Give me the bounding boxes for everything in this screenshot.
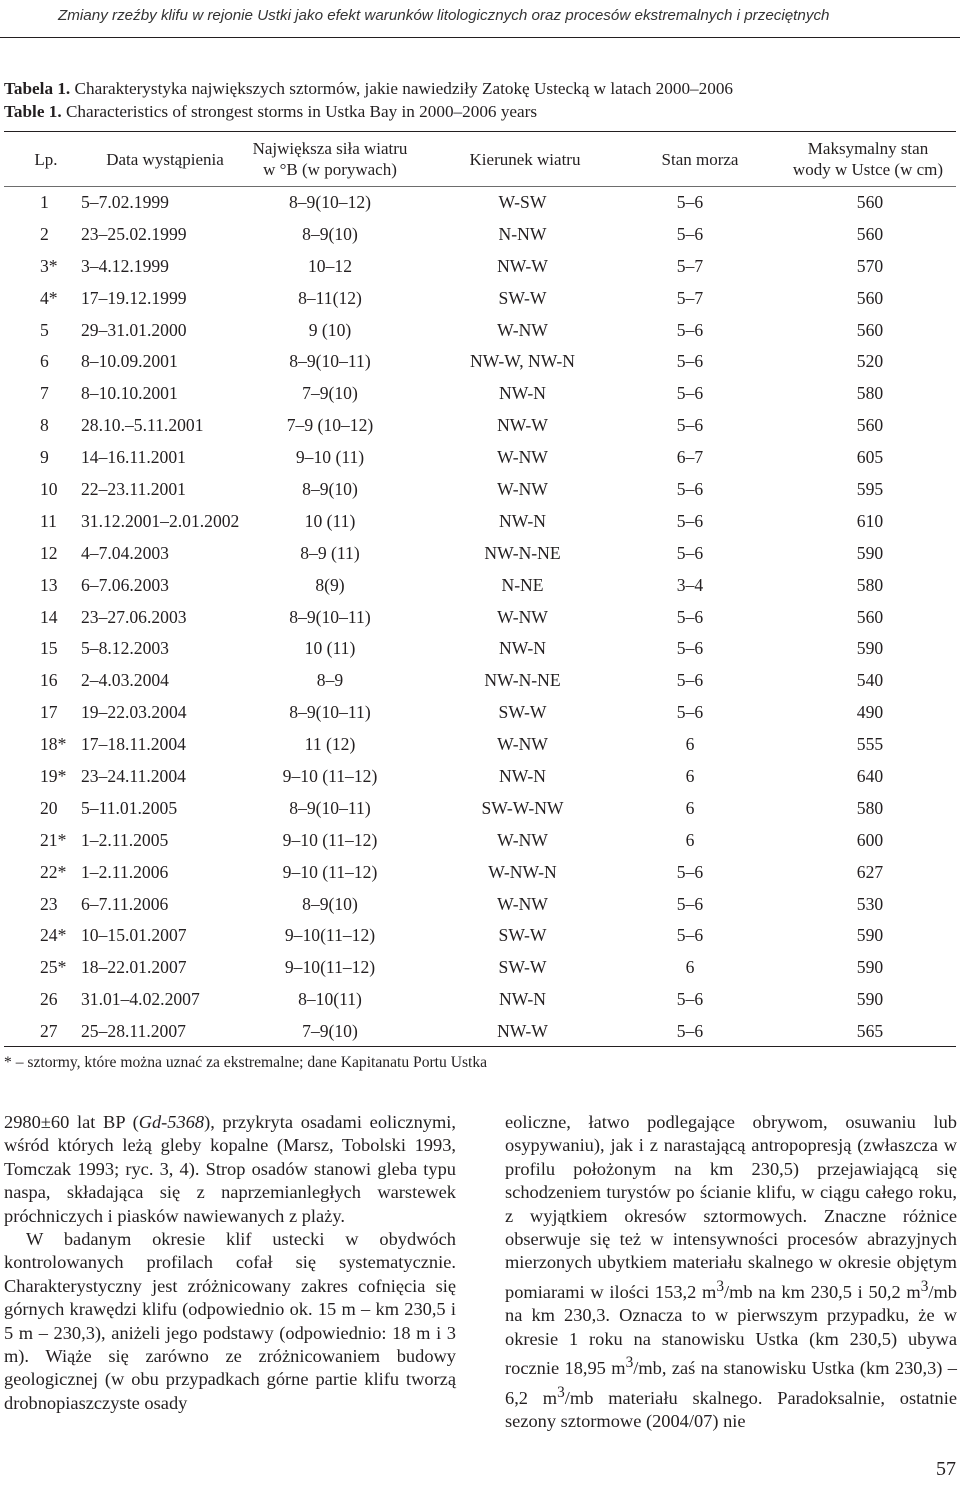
table-caption-pl	[4, 77, 733, 101]
table-row	[0, 538, 960, 570]
cell-lp: 21*	[40, 829, 67, 850]
cell-sea-state: 5–6	[676, 702, 704, 723]
cell-wind-force: 8–9(10)	[302, 223, 358, 244]
cell-wind-force: 7–9 (10–12)	[286, 415, 374, 436]
cell-date: 14–16.11.2001	[81, 447, 186, 468]
cell-max-water-level: 560	[856, 223, 884, 244]
header-wind-line1: Największa siła wiatru	[252, 139, 408, 158]
cell-wind-direction: NW-W	[497, 415, 548, 436]
table-caption-pl-text: Charakterystyka największych sztormów, jakie nawiedziły Zatokę Ustecką w latach 2000–2006	[74, 79, 734, 98]
cell-max-water-level: 560	[856, 319, 884, 340]
paragraph	[505, 1111, 957, 1434]
cell-wind-direction: SW-W	[498, 287, 547, 308]
cell-max-water-level: 490	[856, 702, 884, 723]
cell-date: 5–11.01.2005	[81, 797, 178, 818]
cell-sea-state: 5–6	[676, 510, 704, 531]
cell-wind-direction: W-NW	[497, 479, 548, 500]
cell-max-water-level: 560	[856, 192, 884, 212]
cell-lp: 24*	[40, 925, 67, 946]
cell-lp: 26	[40, 989, 58, 1010]
cell-sea-state: 5–6	[676, 989, 704, 1010]
cell-date: 31.01–4.02.2007	[81, 989, 200, 1010]
header-rule	[0, 37, 960, 38]
table-row	[0, 761, 960, 793]
table-row	[0, 825, 960, 857]
cell-wind-force: 8–9(10–11)	[289, 606, 371, 627]
table-row	[0, 729, 960, 761]
cell-sea-state: 5–6	[676, 670, 704, 691]
cell-date: 23–24.11.2004	[81, 766, 186, 787]
cell-max-water-level: 580	[856, 383, 884, 404]
cell-sea-state: 6–7	[676, 447, 704, 468]
cell-max-water-level: 570	[856, 255, 884, 276]
table-bottom-rule	[4, 1046, 956, 1047]
cell-wind-direction: NW-N	[499, 510, 546, 531]
cell-wind-direction: W-NW	[497, 606, 548, 627]
cell-max-water-level: 605	[856, 447, 884, 468]
table-row	[0, 633, 960, 665]
cell-lp: 22*	[40, 861, 67, 882]
cell-date: 1–2.11.2006	[81, 861, 169, 882]
cell-wind-force: 9–10 (11–12)	[282, 861, 378, 882]
cell-lp: 10	[40, 479, 58, 500]
table-body	[0, 187, 960, 1048]
cell-wind-direction: W-NW	[497, 734, 548, 755]
text-run: /mb, zaś na stanowisku Ustka (km 230,3) – 6,2 m	[505, 1358, 957, 1408]
cell-date: 6–7.11.2006	[81, 893, 169, 914]
text-run: /mb na km 230,5 i 50,2 m	[724, 1281, 921, 1302]
header-max-line2: wody w Ustce (w cm)	[792, 160, 944, 179]
table-top-rule	[4, 131, 956, 132]
cell-max-water-level: 640	[856, 766, 884, 787]
table-row	[0, 1016, 960, 1048]
superscript: 3	[557, 1383, 565, 1401]
cell-lp: 18*	[40, 734, 67, 755]
cell-wind-direction: SW-W	[498, 925, 547, 946]
text-run: 2980±60 lat BP (	[4, 1112, 139, 1132]
header-max-line1: Maksymalny stan	[807, 139, 929, 158]
superscript: 3	[625, 1354, 634, 1372]
cell-date: 23–27.06.2003	[81, 606, 187, 627]
table-row	[0, 952, 960, 984]
cell-date: 19–22.03.2004	[81, 702, 187, 723]
table-row	[0, 474, 960, 506]
table-row	[0, 346, 960, 378]
cell-sea-state: 3–4	[676, 574, 704, 595]
cell-lp: 3*	[40, 255, 58, 276]
cell-wind-force: 9–10 (11)	[295, 447, 365, 468]
cell-lp: 16	[40, 670, 58, 691]
cell-sea-state: 5–6	[676, 415, 704, 436]
cell-sea-state: 5–6	[676, 542, 704, 563]
cell-wind-force: 9–10(11–12)	[284, 957, 376, 978]
cell-max-water-level: 610	[856, 510, 884, 531]
cell-sea-state: 6	[685, 957, 695, 978]
cell-lp: 4*	[40, 287, 58, 308]
superscript: 3	[920, 1277, 929, 1295]
cell-wind-direction: NW-W	[497, 1021, 548, 1042]
table-row	[0, 442, 960, 474]
table-row	[0, 378, 960, 410]
cell-date: 23–25.02.1999	[81, 223, 187, 244]
cell-lp: 5	[40, 319, 49, 340]
cell-sea-state: 6	[685, 734, 695, 755]
cell-sea-state: 5–6	[676, 223, 704, 244]
cell-sea-state: 5–6	[676, 383, 704, 404]
cell-max-water-level: 590	[856, 925, 884, 946]
cell-max-water-level: 590	[856, 957, 884, 978]
cell-date: 31.12.2001–2.01.2002	[81, 510, 240, 531]
cell-lp: 23	[40, 893, 58, 914]
table-row	[0, 315, 960, 347]
cell-wind-direction: N-NW	[498, 223, 547, 244]
table-caption-en	[4, 100, 537, 124]
cell-lp: 6	[40, 351, 49, 372]
table-caption-en-label: Table 1.	[4, 102, 62, 121]
cell-wind-force: 7–9(10)	[302, 383, 358, 404]
cell-sea-state: 5–6	[676, 606, 704, 627]
header-max-water-level	[770, 138, 960, 180]
cell-wind-force: 8–9(10–12)	[288, 192, 372, 212]
cell-sea-state: 6	[685, 829, 695, 850]
paragraph: W badanym okresie klif ustecki w obydwóch kontrolowanych profilach cofał się systematycznie. Charakterystyczny jest zróżnicowany zakres cofnięcia się górnych krawędzi klifu (odpowiednio ok. 15 m – km 230,5 i 5 m – 230,3), aniżeli jego podstawy (odpowiednio: 18 m i 3 m). Wiąże się zarówno ze zróżnicowaniem budowy geologicznej (w obu przypadkach górne partie klifu tworzą drobnopiaszczyste osady	[4, 1229, 456, 1413]
cell-sea-state: 5–6	[676, 638, 704, 659]
text-run: /mb na km 230,3. Oznacza to w pierwszym przypadku, że w okresie 1 roku na stanowisku Ustka (km 230,5) ubywa rocznie 18,95 m	[505, 1281, 958, 1379]
cell-date: 17–18.11.2004	[81, 734, 186, 755]
cell-wind-force: 8–9(10)	[302, 479, 358, 500]
cell-lp: 1	[40, 192, 49, 212]
cell-wind-force: 11 (12)	[304, 734, 356, 755]
table-caption-en-text: Characteristics of strongest storms in Ustka Bay in 2000–2006 years	[65, 102, 538, 121]
cell-wind-force: 8–9 (11)	[300, 542, 360, 563]
cell-max-water-level: 580	[856, 797, 884, 818]
cell-max-water-level: 560	[856, 606, 884, 627]
table-row	[0, 793, 960, 825]
cell-wind-direction: W-NW	[497, 893, 548, 914]
running-head: Zmiany rzeźby klifu w rejonie Ustki jako efekt warunków litologicznych oraz procesów ekstremalnych i przeciętnych	[58, 7, 830, 24]
body-column-right	[505, 1111, 957, 1434]
cell-max-water-level: 560	[856, 415, 884, 436]
cell-lp: 12	[40, 542, 58, 563]
superscript: 3	[716, 1277, 724, 1295]
cell-wind-direction: SW-W-NW	[481, 797, 564, 818]
cell-lp: 9	[40, 447, 49, 468]
text-run: /mb materiału skalnego. Paradoksalnie, ostatnie sezony sztormowe (2004/07) nie	[505, 1387, 957, 1432]
cell-wind-direction: W-SW	[498, 192, 547, 212]
cell-date: 18–22.01.2007	[81, 957, 187, 978]
table-row	[0, 665, 960, 697]
header-date: Data wystąpienia	[106, 150, 224, 169]
cell-wind-direction: NW-W, NW-N	[470, 351, 575, 372]
header-wind-force	[240, 138, 420, 180]
cell-max-water-level: 627	[856, 861, 884, 882]
cell-lp: 7	[40, 383, 49, 404]
cell-wind-force: 8–9(10–11)	[289, 797, 371, 818]
cell-wind-direction: N-NE	[501, 574, 544, 595]
cell-wind-force: 8–10(11)	[298, 989, 362, 1010]
cell-sea-state: 5–6	[676, 351, 704, 372]
cell-wind-force: 9–10(11–12)	[284, 925, 376, 946]
cell-wind-force: 8–11(12)	[298, 287, 362, 308]
cell-wind-force: 8–9(10–11)	[289, 351, 371, 372]
cell-date: 8–10.10.2001	[81, 383, 178, 404]
cell-sea-state: 5–6	[676, 1021, 704, 1042]
cell-wind-force: 9–10 (11–12)	[282, 766, 378, 787]
table-footnote: * – sztormy, które można uznać za ekstremalne; dane Kapitanatu Portu Ustka	[4, 1054, 488, 1071]
cell-wind-direction: NW-N-NE	[484, 542, 561, 563]
cell-lp: 15	[40, 638, 58, 659]
cell-wind-force: 8–9(10–11)	[289, 702, 371, 723]
cell-sea-state: 6	[685, 797, 695, 818]
cell-lp: 2	[40, 223, 49, 244]
header-lp: Lp.	[34, 150, 58, 169]
cell-wind-force: 7–9(10)	[302, 1021, 358, 1042]
cell-max-water-level: 540	[856, 670, 884, 691]
cell-wind-direction: W-NW	[497, 319, 548, 340]
cell-max-water-level: 595	[856, 479, 884, 500]
cell-date: 22–23.11.2001	[81, 479, 186, 500]
cell-sea-state: 5–6	[676, 893, 704, 914]
cell-lp: 14	[40, 606, 58, 627]
cell-date: 10–15.01.2007	[81, 925, 187, 946]
cell-wind-direction: NW-N-NE	[484, 670, 561, 691]
cell-wind-force: 10–12	[308, 255, 352, 276]
cell-sea-state: 5–6	[676, 925, 704, 946]
header-sea-state: Stan morza	[661, 150, 739, 169]
cell-date: 3–4.12.1999	[81, 255, 169, 276]
cell-max-water-level: 580	[856, 574, 884, 595]
cell-date: 8–10.09.2001	[81, 351, 178, 372]
cell-sea-state: 5–7	[676, 287, 704, 308]
cell-wind-direction: W-NW	[497, 447, 548, 468]
cell-wind-direction: W-NW-N	[488, 861, 557, 882]
cell-max-water-level: 600	[856, 829, 884, 850]
cell-sea-state: 5–6	[676, 479, 704, 500]
cell-lp: 8	[40, 415, 49, 436]
cell-max-water-level: 560	[856, 287, 884, 308]
table-row	[0, 857, 960, 889]
cell-lp: 20	[40, 797, 58, 818]
table-row	[0, 410, 960, 442]
cell-wind-direction: NW-W	[497, 255, 548, 276]
cell-sea-state: 6	[685, 766, 695, 787]
table-row	[0, 889, 960, 921]
table-caption-pl-label: Tabela 1.	[4, 79, 71, 98]
table-row	[0, 920, 960, 952]
cell-date: 6–7.06.2003	[81, 574, 169, 595]
cell-wind-force: 10 (11)	[304, 510, 356, 531]
cell-max-water-level: 520	[856, 351, 884, 372]
cell-date: 2–4.03.2004	[81, 670, 169, 691]
header-wind-line2: w °B (w porywach)	[263, 160, 397, 179]
table-row	[0, 251, 960, 283]
cell-lp: 11	[40, 510, 57, 531]
cell-max-water-level: 590	[856, 638, 884, 659]
header-wind-direction: Kierunek wiatru	[469, 150, 581, 169]
cell-date: 4–7.04.2003	[81, 542, 169, 563]
table-row	[0, 570, 960, 602]
cell-lp: 19*	[40, 766, 67, 787]
cell-date: 5–7.02.1999	[81, 192, 169, 212]
body-column-left	[4, 1111, 456, 1415]
cell-wind-force: 8–9	[316, 670, 344, 691]
cell-date: 29–31.01.2000	[81, 319, 187, 340]
table-row	[0, 219, 960, 251]
cell-lp: 27	[40, 1021, 58, 1042]
cell-max-water-level: 555	[856, 734, 884, 755]
table-row	[0, 602, 960, 634]
cell-date: 5–8.12.2003	[81, 638, 169, 659]
cell-date: 1–2.11.2005	[81, 829, 169, 850]
sample-code: Gd-5368	[138, 1112, 205, 1132]
paragraph	[4, 1111, 456, 1228]
table-row	[0, 984, 960, 1016]
cell-wind-direction: NW-N	[499, 638, 546, 659]
table-row	[0, 283, 960, 315]
cell-max-water-level: 565	[856, 1021, 884, 1042]
cell-wind-direction: NW-N	[499, 383, 546, 404]
cell-sea-state: 5–6	[676, 319, 704, 340]
cell-date: 28.10.–5.11.2001	[81, 415, 204, 436]
cell-wind-force: 10 (11)	[304, 638, 356, 659]
cell-lp: 13	[40, 574, 58, 595]
cell-max-water-level: 590	[856, 542, 884, 563]
cell-sea-state: 5–6	[676, 192, 704, 212]
cell-wind-direction: SW-W	[498, 957, 547, 978]
cell-max-water-level: 530	[856, 893, 884, 914]
cell-max-water-level: 590	[856, 989, 884, 1010]
page-number: 57	[936, 1458, 956, 1480]
cell-date: 17–19.12.1999	[81, 287, 187, 308]
cell-lp: 25*	[40, 957, 67, 978]
cell-lp: 17	[40, 702, 58, 723]
cell-wind-force: 8(9)	[315, 574, 345, 595]
cell-wind-direction: NW-N	[499, 989, 546, 1010]
cell-wind-force: 8–9(10)	[302, 893, 358, 914]
table-row	[0, 506, 960, 538]
cell-sea-state: 5–6	[676, 861, 704, 882]
cell-wind-direction: SW-W	[498, 702, 547, 723]
cell-wind-direction: NW-N	[499, 766, 546, 787]
table-row	[0, 187, 960, 219]
cell-wind-force: 9–10 (11–12)	[282, 829, 378, 850]
table-row	[0, 697, 960, 729]
text-run: eoliczne, łatwo podlegające obrywom, osuwaniu lub osypywaniu), jak i z narastającą antropopresją (zwłaszcza w profilu położonym na km 230,5) przejawiającą się schodzeniem turystów po ścianie klifu, w ciągu całego roku, z wyjątkiem okresów sztormowych. Znaczne różnice obserwuje się też w intensywności procesów abrazyjnych mierzonych ubytkiem materiału skalnego w okresie objętym pomiarami w ilości 153,2 m	[505, 1112, 957, 1302]
text-run: ), przykryta osadami eolicznymi, wśród których leżą gleby kopalne (Marsz, Tobolski 1993, Tomczak 1993; ryc. 3, 4). Strop osadów stanowi gleba typu naspa, składająca się z naprzemianległych warstewek próchniczych i piasków nawiewanych z plaży.	[4, 1112, 456, 1226]
cell-sea-state: 5–7	[676, 255, 704, 276]
cell-wind-force: 9 (10)	[308, 319, 352, 340]
cell-wind-direction: W-NW	[497, 829, 548, 850]
cell-date: 25–28.11.2007	[81, 1021, 186, 1042]
